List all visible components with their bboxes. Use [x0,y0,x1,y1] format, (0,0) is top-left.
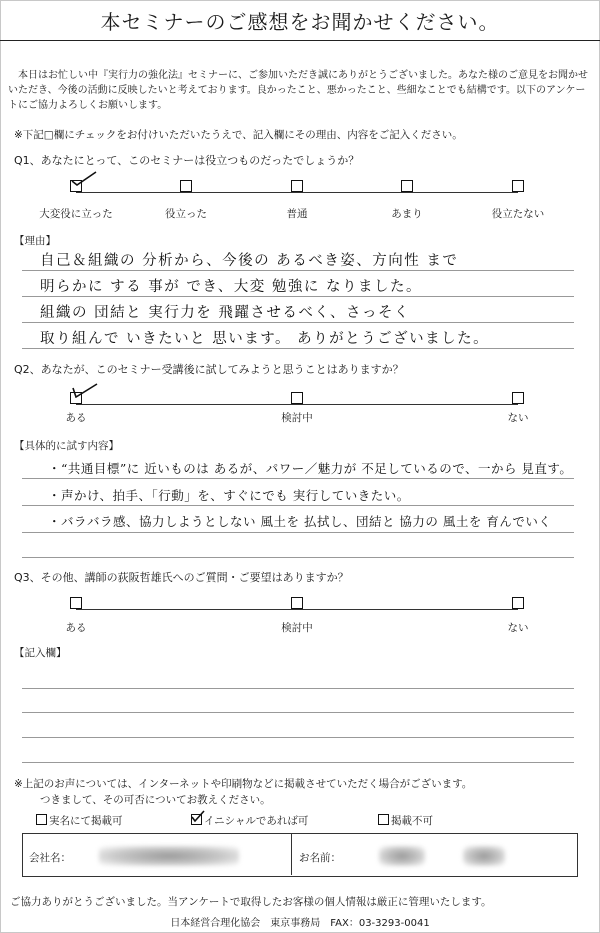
checkbox[interactable] [378,814,389,825]
reason-rule [22,322,574,323]
specific-rule [22,478,574,479]
q3-option-label: ない [507,622,529,634]
specific-rule [22,532,574,533]
q1-scale-line [76,192,518,193]
name-label: お名前： [299,852,341,864]
q3-scale-line [76,609,518,610]
q1-checkbox-3[interactable] [401,180,413,192]
q3-checkbox-0[interactable] [70,597,82,609]
instruction-note: ※下記□欄にチェックをお付けいただいたうえで、記入欄にその理由、内容をご記入ください。 [14,129,463,141]
q1-option-label: 普通 [286,208,308,220]
q2-question: Q2、あなたが、このセミナー受講後に試してみようと思うことはありますか？ [14,363,404,376]
check-mark-icon [191,810,205,824]
publish-option-label: 実名にて掲載可 [49,815,123,827]
q1-option-label: 大変役に立った [39,208,113,220]
q1-option-label: あまり [391,208,423,220]
q1-checkbox-2[interactable] [291,180,303,192]
title-divider [0,40,600,41]
reason-text-line[interactable]: 組織の 団結と 実行力を 飛躍させるべく、さっそく [40,305,411,321]
memo-rule[interactable] [22,688,574,689]
person-name-redacted[interactable] [379,846,425,866]
q1-checkbox-4[interactable] [512,180,524,192]
publish-option-initials[interactable] [191,813,308,828]
reason-text-line[interactable]: 自己＆組織の 分析から、今後の あるべき姿、方向性 まで [40,253,459,269]
page-title: 本セミナーのご感想をお聞かせください。 [100,10,500,34]
q2-checkbox-2[interactable] [512,392,524,404]
footer-organization: 日本経営合理化協会 東京事務局 FAX：03-3293-0041 [170,918,430,929]
specific-header: 【具体的に試す内容】 [14,440,119,452]
specific-text-line[interactable]: ・声かけ、拍手、「行動」を、すぐにでも 実行していきたい。 [48,488,410,503]
memo-rule[interactable] [22,762,574,763]
specific-rule [22,557,574,558]
q1-question: Q1、あなたにとって、このセミナーは役立つものだったでしょうか？ [14,154,360,167]
reason-rule [22,296,574,297]
reason-text-line[interactable]: 取り組んで いきたいと 思います。 ありがとうございました。 [40,331,490,347]
respondent-info-box [22,833,578,877]
company-name-redacted[interactable] [99,846,239,866]
q2-check-mark-icon [70,382,98,398]
specific-text-line[interactable]: ・“共通目標”に 近いものは あるが、パワー／魅力が 不足しているので、一から 見直す。 [48,461,573,476]
q1-check-mark-icon [70,170,98,186]
publish-note: ※上記のお声については、インターネットや印刷物などに掲載させていただく場合がございます。 [14,778,473,790]
q1-checkbox-1[interactable] [180,180,192,192]
memo-header: 【記入欄】 [14,647,67,659]
q2-checkbox-1[interactable] [291,392,303,404]
q2-option-label: ない [507,412,529,424]
checkbox-checked[interactable] [191,814,202,825]
publish-option-label: イニシャルであれば可 [204,815,309,827]
specific-rule [22,505,574,506]
reason-text-line[interactable]: 明らかに する 事が でき、大変 勉強に なりました。 [40,279,422,295]
reason-rule [22,270,574,271]
publish-option-label: 掲載不可 [391,815,433,827]
q3-question: Q3、その他、講師の荻阪哲雄氏へのご質問・ご要望はありますか？ [14,571,349,584]
company-label: 会社名： [29,852,71,864]
publish-note-sub: つきまして、その可否についてお教えください。 [40,794,271,806]
q3-option-label: 検討中 [281,622,313,634]
memo-rule[interactable] [22,712,574,713]
publish-option-none[interactable] [378,813,433,828]
q2-option-label: ある [65,412,87,424]
intro-text: 本日はお忙しい中『実行力の強化法』セミナーに、ご参加いただき誠にありがとうございました。あなた様のご意見をお聞かせいただき、今後の活動に反映したいと考えております。良かったこと、悪かったこと、些細なことでも結構です。以下のアンケートにご協力よろしくお願いします。 [8,70,588,111]
footer-thanks: ご協力ありがとうございました。当アンケートで取得したお客様の個人情報は厳正に管理いたします。 [10,896,492,908]
q2-scale-line [76,404,518,405]
specific-text-line[interactable]: ・バラバラ感、協力しようとしない 風土を 払拭し、団結と 協力の 風土を 育んでいく [48,514,552,529]
reason-rule [22,348,574,349]
q3-option-label: ある [65,622,87,634]
person-name-redacted[interactable] [463,846,505,866]
memo-rule[interactable] [22,737,574,738]
q1-option-label: 役立った [165,208,207,220]
publish-option-real-name[interactable] [36,813,123,828]
q3-checkbox-1[interactable] [291,597,303,609]
q1-option-label: 役立たない [491,208,545,220]
q3-checkbox-2[interactable] [512,597,524,609]
q2-option-label: 検討中 [281,412,313,424]
reason-header: 【理由】 [14,235,56,247]
info-divider [291,834,292,875]
checkbox[interactable] [36,814,47,825]
